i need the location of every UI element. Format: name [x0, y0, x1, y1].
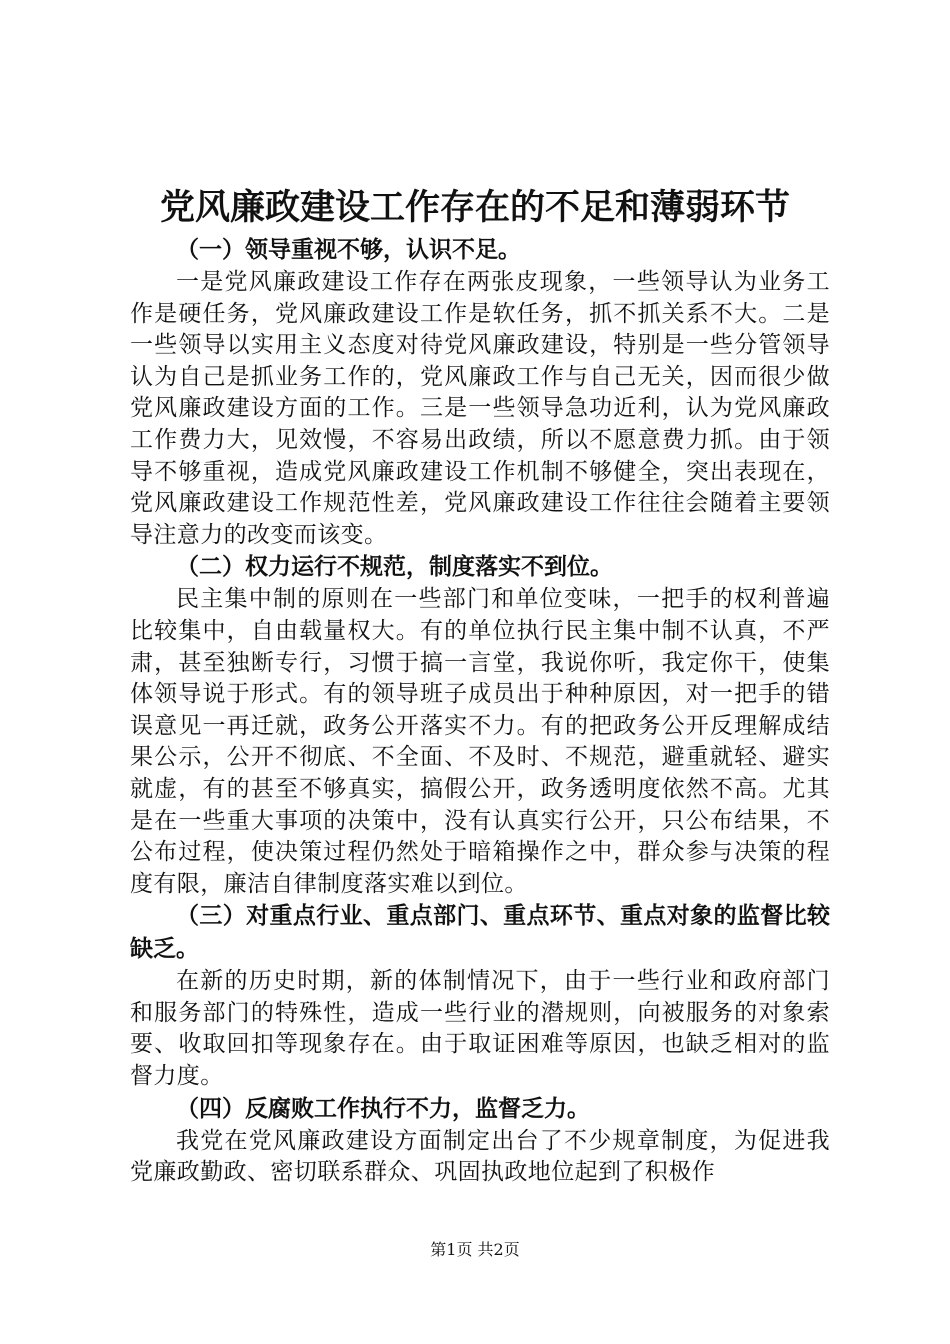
document-title: 党风廉政建设工作存在的不足和薄弱环节 — [159, 187, 790, 228]
section-heading-1: （一）领导重视不够，认识不足。 — [176, 237, 521, 263]
section-paragraph-3: 在新的历史时期，新的体制情况下，由于一些行业和政府部门和服务部门的特殊性，造成一些行业的潜规则，向被服务的对象索要、收取回扣等现象存在。由于取证困难等原因，也缺乏相对的监督力度。 — [130, 968, 830, 1090]
section-heading-2: （二）权力运行不规范，制度落实不到位。 — [176, 554, 613, 581]
page-number-footer: 第1页 共2页 — [430, 1240, 520, 1259]
section-heading-4: （四）反腐败工作执行不力，监督乏力。 — [176, 1095, 590, 1122]
section-heading-3: （三）对重点行业、重点部门、重点环节、重点对象的监督比较缺乏。 — [130, 903, 830, 963]
document-body — [130, 234, 830, 1189]
section-paragraph-2: 民主集中制的原则在一些部门和单位变味，一把手的权利普遍比较集中，自由载量权大。有的单位执行民主集中制不认真，不严肃，甚至独断专行，习惯于搞一言堂，我说你听，我定你干，使集体领导说于形式。有的领导班子成员出于种种原因，对一把手的错误意见一再迁就，政务公开落实不力。有的把政务公开反理解成结果公示，公开不彻底、不全面、不及时、不规范，避重就轻、避实就虚，有的甚至不够真实，搞假公开，政务透明度依然不高。尤其是在一些重大事项的决策中，没有认真实行公开，只公布结果，不公布过程，使决策过程仍然处于暗箱操作之中，群众参与决策的程度有限，廉洁自律制度落实难以到位。 — [130, 586, 830, 897]
section-paragraph-4: 我党在党风廉政建设方面制定出台了不少规章制度，为促进我党廉政勤政、密切联系群众、巩固执政地位起到了积极作 — [130, 1127, 830, 1186]
section-paragraph-1: 一是党风廉政建设工作存在两张皮现象，一些领导认为业务工作是硬任务，党风廉政建设工作是软任务，抓不抓关系不大。二是一些领导以实用主义态度对待党风廉政建设，特别是一些分管领导认为自己是抓业务工作的，党风廉政工作与自己无关，因而很少做党风廉政建设方面的工作。三是一些领导急功近利，认为党风廉政工作费力大，见效慢，不容易出政绩，所以不愿意费力抓。由于领导不够重视，造成党风廉政建设工作机制不够健全，突出表现在，党风廉政建设工作规范性差，党风廉政建设工作往往会随着主要领导注意力的改变而该变。 — [130, 269, 830, 548]
